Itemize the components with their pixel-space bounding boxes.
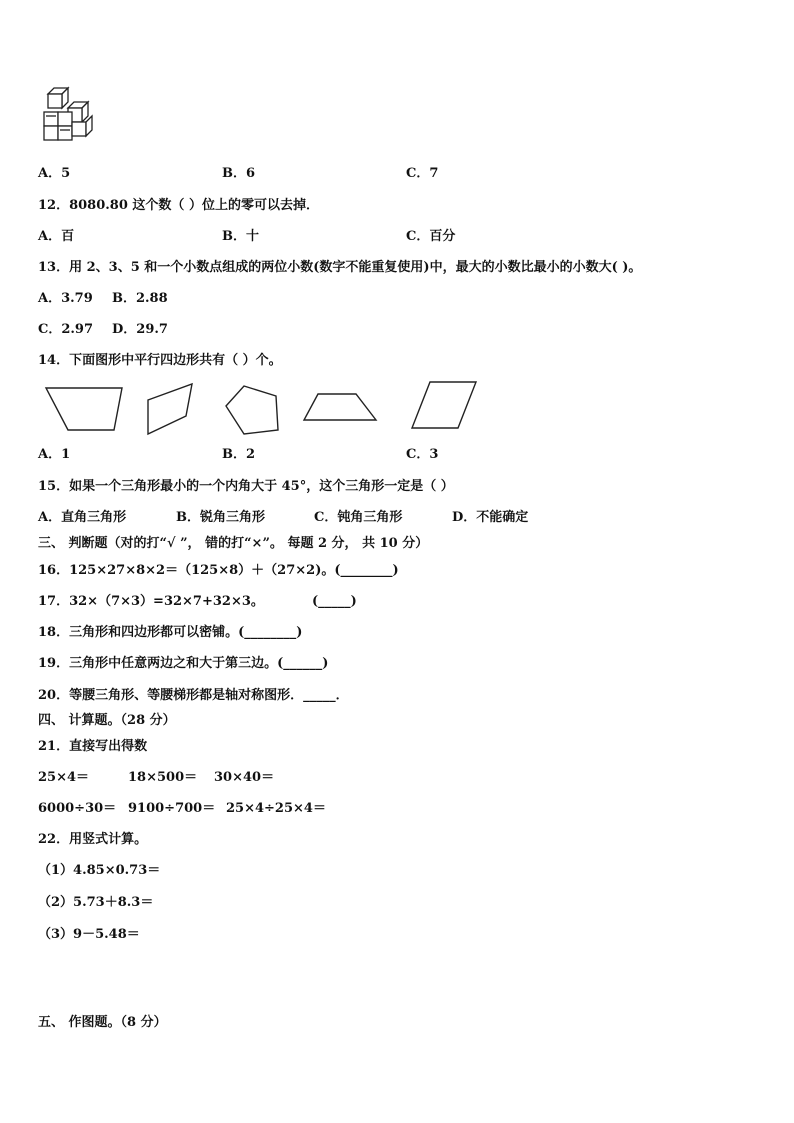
- section-3-heading: 三、 判断题（对的打“√ ”， 错的打“×”。 每题 2 分， 共 10 分）: [38, 536, 429, 551]
- q12-option-a: A．百: [38, 229, 75, 244]
- q13-stem: 13．用 2、3、5 和一个小数点组成的两位小数(数字不能重复使用)中，最大的小数比最小的小数大( )。: [38, 260, 642, 275]
- q16-text: 16．125×27×8×2＝（125×8）＋（27×2)。(________): [38, 563, 399, 578]
- cube-stack-figure: [40, 86, 96, 150]
- section-5-heading: 五、 作图题。（8 分）: [38, 1015, 167, 1030]
- trapezoid-shape-2: [304, 394, 376, 420]
- q13-option-d: D．29.7: [112, 322, 168, 337]
- q13-option-a: A．3.79: [38, 291, 93, 306]
- q17-text: 17．32×（7×3）=32×7+32×3。: [38, 594, 264, 609]
- pentagon-shape: [226, 386, 278, 434]
- parallelogram-shape-2: [412, 382, 476, 428]
- q21-stem: 21．直接写出得数: [38, 739, 148, 754]
- q21-item: 18×500＝: [128, 770, 198, 785]
- q19-text: 19．三角形中任意两边之和大于第三边。(______): [38, 656, 329, 671]
- q14-shapes-figure: [40, 378, 490, 440]
- q12-stem: 12．8080.80 这个数（ ）位上的零可以去掉．: [38, 198, 319, 213]
- q22-item-3: （3）9－5.48＝: [38, 927, 140, 942]
- parallelogram-shape-1: [148, 384, 192, 434]
- q12-option-c: C．百分: [406, 229, 456, 244]
- q13-option-b: B．2.88: [112, 291, 168, 306]
- q14-option-a: A．1: [38, 447, 71, 462]
- q15-option-b: B．锐角三角形: [176, 510, 265, 525]
- q15-stem: 15．如果一个三角形最小的一个内角大于 45°，这个三角形一定是（ ）: [38, 479, 454, 494]
- q11-option-a: A．5: [38, 166, 71, 181]
- q20-text: 20．等腰三角形、等腰梯形都是轴对称图形．_____．: [38, 688, 349, 703]
- q21-item: 25×4＝: [38, 770, 90, 785]
- q22-item-1: （1）4.85×0.73＝: [38, 863, 161, 878]
- q15-option-a: A．直角三角形: [38, 510, 127, 525]
- q21-item: 9100÷700＝: [128, 801, 216, 816]
- q22-stem: 22．用竖式计算。: [38, 832, 148, 847]
- trapezoid-shape-1: [46, 388, 122, 430]
- q11-option-c: C．7: [406, 166, 439, 181]
- q14-stem: 14．下面图形中平行四边形共有（ ）个。: [38, 353, 282, 368]
- q14-option-c: C．3: [406, 447, 439, 462]
- q12-option-b: B．十: [222, 229, 259, 244]
- q21-item: 6000÷30＝: [38, 801, 117, 816]
- section-4-heading: 四、 计算题。（28 分）: [38, 713, 176, 728]
- q22-item-2: （2）5.73＋8.3＝: [38, 895, 154, 910]
- q15-option-d: D．不能确定: [452, 510, 529, 525]
- q11-option-b: B．6: [222, 166, 256, 181]
- q15-option-c: C．钝角三角形: [314, 510, 403, 525]
- q18-text: 18．三角形和四边形都可以密铺。(________): [38, 625, 303, 640]
- q14-option-b: B．2: [222, 447, 256, 462]
- q21-item: 30×40＝: [214, 770, 275, 785]
- q17-answer-blank: (_____): [312, 594, 357, 609]
- q21-item: 25×4÷25×4＝: [226, 801, 326, 816]
- q13-option-c: C．2.97: [38, 322, 94, 337]
